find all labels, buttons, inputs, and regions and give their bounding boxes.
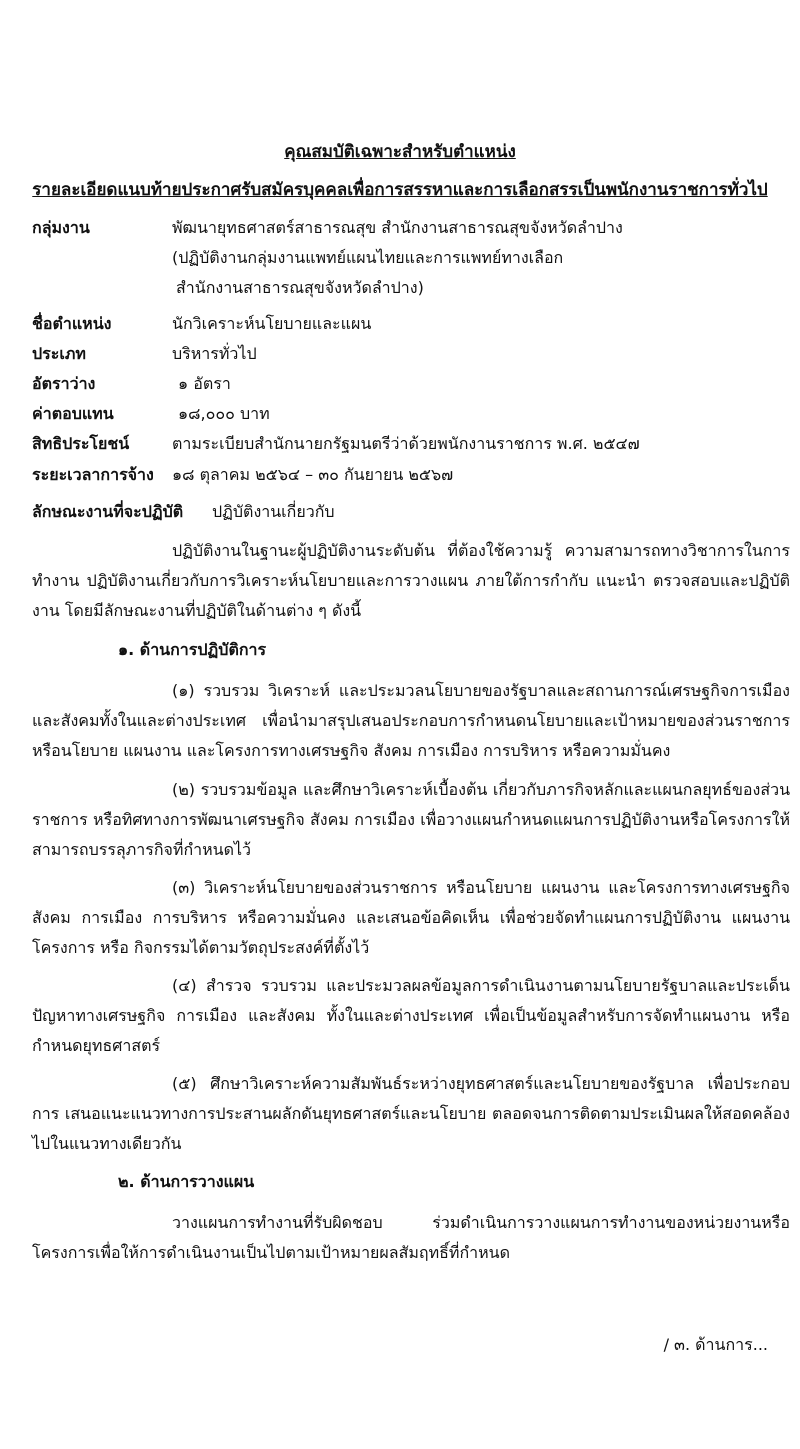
section1-heading: ๑. ด้านการปฏิบัติการ: [118, 640, 267, 659]
page-title: คุณสมบัติเฉพาะสำหรับตำแหน่ง: [284, 142, 516, 162]
duty-value: ปฏิบัติงานเกี่ยวกับ: [212, 502, 335, 521]
section2-heading: ๒. ด้านการวางแผน: [118, 1172, 255, 1191]
section1-item-3: (๓) วิเคราะห์นโยบายของส่วนราชการ หรือนโยบาย แผนงาน และโครงการทางเศรษฐกิจสังคม การเมือง การบริหาร หรือความมั่นคง และเสนอข้อคิดเห็น เพื่อช่วยจัดทำแผนการปฏิบัติงาน แผนงานโครงการ หรือ กิจกรรมได้ตามวัตถุประสงค์ที่ตั้งไว้: [32, 878, 790, 957]
benefit-label: สิทธิประโยชน์: [32, 434, 130, 453]
period-label: ระยะเวลาการจ้าง: [32, 465, 154, 484]
page-subtitle: รายละเอียดแนบท้ายประกาศรับสมัครบุคคลเพื่อการสรรหาและการเลือกสรรเป็นพนักงานราชการทั่วไป: [32, 180, 768, 200]
group-value-line3: สำนักงานสาธารณสุขจังหวัดลำปาง): [176, 278, 424, 297]
vacancy-label: อัตราว่าง: [32, 374, 96, 393]
position-label: ชื่อตำแหน่ง: [32, 314, 112, 333]
group-label: กลุ่มงาน: [32, 218, 90, 237]
period-value: ๑๘ ตุลาคม ๒๕๖๔ – ๓๐ กันยายน ๒๕๖๗: [172, 465, 454, 484]
position-value: นักวิเคราะห์นโยบายและแผน: [172, 314, 372, 333]
duty-label: ลักษณะงานที่จะปฏิบัติ: [32, 502, 184, 521]
type-label: ประเภท: [32, 344, 86, 363]
group-value-line2: (ปฏิบัติงานกลุ่มงานแพทย์แผนไทยและการแพทย์ทางเลือก: [172, 248, 564, 267]
section1-item-1: (๑) รวบรวม วิเคราะห์ และประมวลนโยบายของรัฐบาลและสถานการณ์เศรษฐกิจการเมืองและสังคมทั้งในและต่างประเทศ เพื่อนำมาสรุปเสนอประกอบการกำหนดนโยบายและเป้าหมายของส่วนราชการ หรือนโยบาย แผนงาน และโครงการทางเศรษฐกิจ สังคม การเมือง การบริหาร หรือความมั่นคง: [32, 681, 790, 760]
benefit-value: ตามระเบียบสำนักนายกรัฐมนตรีว่าด้วยพนักงานราชการ พ.ศ. ๒๕๔๗: [172, 434, 640, 453]
vacancy-value: ๑ อัตรา: [178, 374, 231, 393]
pay-value: ๑๘,๐๐๐ บาท: [178, 404, 270, 423]
section1-item-4: (๔) สำรวจ รวบรวม และประมวลผลข้อมูลการดำเนินงานตามนโยบายรัฐบาลและประเด็นปัญหาทางเศรษฐกิจ การเมือง และสังคม ทั้งในและต่างประเทศ เพื่อเป็นข้อมูลสำหรับการจัดทำแผนงาน หรือกำหนดยุทธศาสตร์: [32, 976, 790, 1055]
section1-item-5: (๕) ศึกษาวิเคราะห์ความสัมพันธ์ระหว่างยุทธศาสตร์และนโยบายของรัฐบาล เพื่อประกอบการ เสนอแนะแนวทางการประสานผลักดันยุทธศาสตร์และนโยบาย ตลอดจนการติดตามประเมินผลให้สอดคล้องไปในแนวทางเดียวกัน: [32, 1074, 790, 1153]
intro-paragraph: ปฏิบัติงานในฐานะผู้ปฏิบัติงานระดับต้น ที่ต้องใช้ความรู้ ความสามารถทางวิชาการในการทำงาน ปฏิบัติงานเกี่ยวกับการวิเคราะห์นโยบายและการวางแผน ภายใต้การกำกับ แนะนำ ตรวจสอบและปฏิบัติงาน โดยมีลักษณะงานที่ปฏิบัติในด้านต่าง ๆ ดังนี้: [32, 541, 790, 620]
page-continuation: / ๓. ด้านการ...: [663, 1335, 768, 1354]
pay-label: ค่าตอบแทน: [32, 404, 114, 423]
group-value-line1: พัฒนายุทธศาสตร์สาธารณสุข สำนักงานสาธารณสุขจังหวัดลำปาง: [172, 218, 623, 237]
type-value: บริหารทั่วไป: [172, 344, 257, 363]
section1-item-2: (๒) รวบรวมข้อมูล และศึกษาวิเคราะห์เบื้องต้น เกี่ยวกับภารกิจหลักและแผนกลยุทธ์ของส่วนราชการ หรือทิศทางการพัฒนาเศรษฐกิจ สังคม การเมือง เพื่อวางแผนกำหนดแผนการปฏิบัติงานหรือโครงการให้สามารถบรรลุภารกิจที่กำหนดไว้: [32, 780, 790, 859]
section2-paragraph: วางแผนการทำงานที่รับผิดชอบ ร่วมดำเนินการวางแผนการทำงานของหน่วยงานหรือโครงการเพื่อให้การดำเนินงานเป็นไปตามเป้าหมายผลสัมฤทธิ์ที่กำหนด: [32, 1213, 790, 1262]
